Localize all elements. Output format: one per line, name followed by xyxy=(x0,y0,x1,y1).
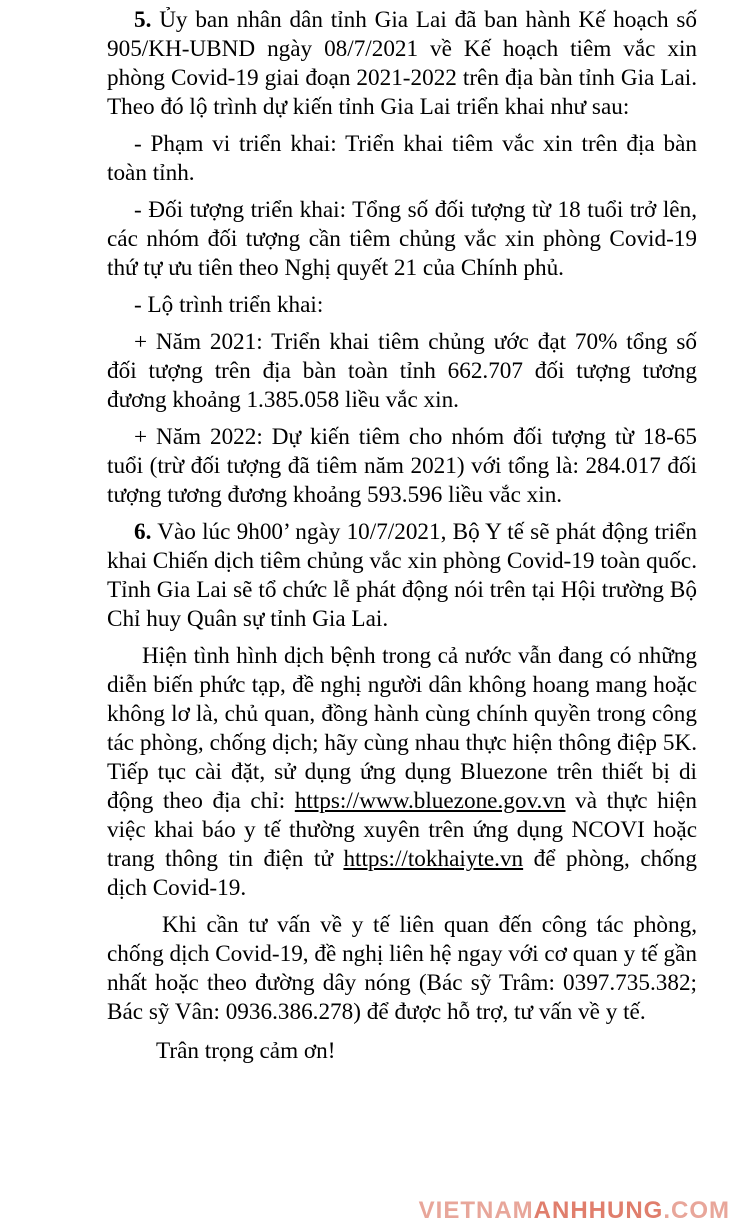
closing-line: Trân trọng cảm ơn! xyxy=(156,1038,336,1064)
roadmap-paragraph: - Lộ trình triển khai: xyxy=(134,292,324,318)
item-5-number: 5. xyxy=(134,7,152,33)
appeal-text-1: Hiện tình hình dịch bệnh trong cả nước vẫn đang có những diễn biến phức tạp, đề nghị người dân không hoang mang hoặc không lơ là, chủ quan, đồng hành cùng chính quyền trong công tác phòng, chống dịch; hãy cùng nhau thực hiện thông điệp 5K. Tiếp tục cài đặt, sử dụng ứng dụng Bluezone trên thiết bị di động theo địa chỉ: xyxy=(107,643,697,814)
tokhaiyte-link[interactable]: https://tokhaiyte.vn xyxy=(343,846,524,872)
watermark-part-1: VIETNAM xyxy=(418,1197,534,1224)
watermark-logo xyxy=(419,1197,730,1225)
item-6-text: Vào lúc 9h00’ ngày 10/7/2021, Bộ Y tế sẽ phát động triển khai Chiến dịch tiêm chủng vắc xin phòng Covid-19 toàn quốc. Tỉnh Gia Lai sẽ tổ chức lễ phát động nói trên tại Hội trường Bộ Chỉ huy Quân sự tỉnh Gia Lai. xyxy=(107,519,697,632)
watermark-part-2: ANHHUNG xyxy=(533,1197,664,1224)
item-6-number: 6. xyxy=(134,519,152,545)
scope-paragraph: - Phạm vi triển khai: Triển khai tiêm vắc xin trên địa bàn toàn tỉnh. xyxy=(107,131,697,186)
bluezone-link[interactable]: https://www.bluezone.gov.vn xyxy=(294,788,566,814)
item-6-paragraph xyxy=(107,518,697,634)
watermark-part-3: .COM xyxy=(663,1197,730,1224)
appeal-text-2: và thực hiện việc khai báo y tế thường xuyên trên ứng dụng NCOVI hoặc trang thông tin điện tử xyxy=(107,788,698,872)
contact-paragraph: Khi cần tư vấn về y tế liên quan đến công tác phòng, chống dịch Covid-19, đề nghị liên hệ ngay với cơ quan y tế gần nhất hoặc theo đường dây nóng (Bác sỹ Trâm: 0397.735.382; Bác sỹ Vân: 0936.386.278) để được hỗ trợ, tư vấn về y tế. xyxy=(107,912,697,1025)
subjects-paragraph: - Đối tượng triển khai: Tổng số đối tượng từ 18 tuổi trở lên, các nhóm đối tượng cần tiêm chủng vắc xin phòng Covid-19 thứ tự ưu tiên theo Nghị quyết 21 của Chính phủ. xyxy=(107,197,697,281)
appeal-paragraph xyxy=(107,642,697,903)
year-2022-paragraph: + Năm 2022: Dự kiến tiêm cho nhóm đối tượng từ 18-65 tuổi (trừ đối tượng đã tiêm năm 2021) với tổng là: 284.017 đối tượng tương đương khoảng 593.596 liều vắc xin. xyxy=(107,424,697,508)
document-body xyxy=(107,6,697,1066)
year-2021-paragraph: + Năm 2021: Triển khai tiêm chủng ước đạt 70% tổng số đối tượng trên địa bàn toàn tỉnh 662.707 đối tượng tương đương khoảng 1.385.058 liều vắc xin. xyxy=(107,329,697,413)
appeal-text-3: để phòng, chống dịch Covid-19. xyxy=(107,846,697,901)
item-5-text: Ủy ban nhân dân tỉnh Gia Lai đã ban hành Kế hoạch số 905/KH-UBND ngày 08/7/2021 về Kế hoạch tiêm vắc xin phòng Covid-19 giai đoạn 2021-2022 trên địa bàn tỉnh Gia Lai. Theo đó lộ trình dự kiến tỉnh Gia Lai triển khai như sau: xyxy=(107,7,697,120)
item-5-paragraph xyxy=(107,6,697,122)
